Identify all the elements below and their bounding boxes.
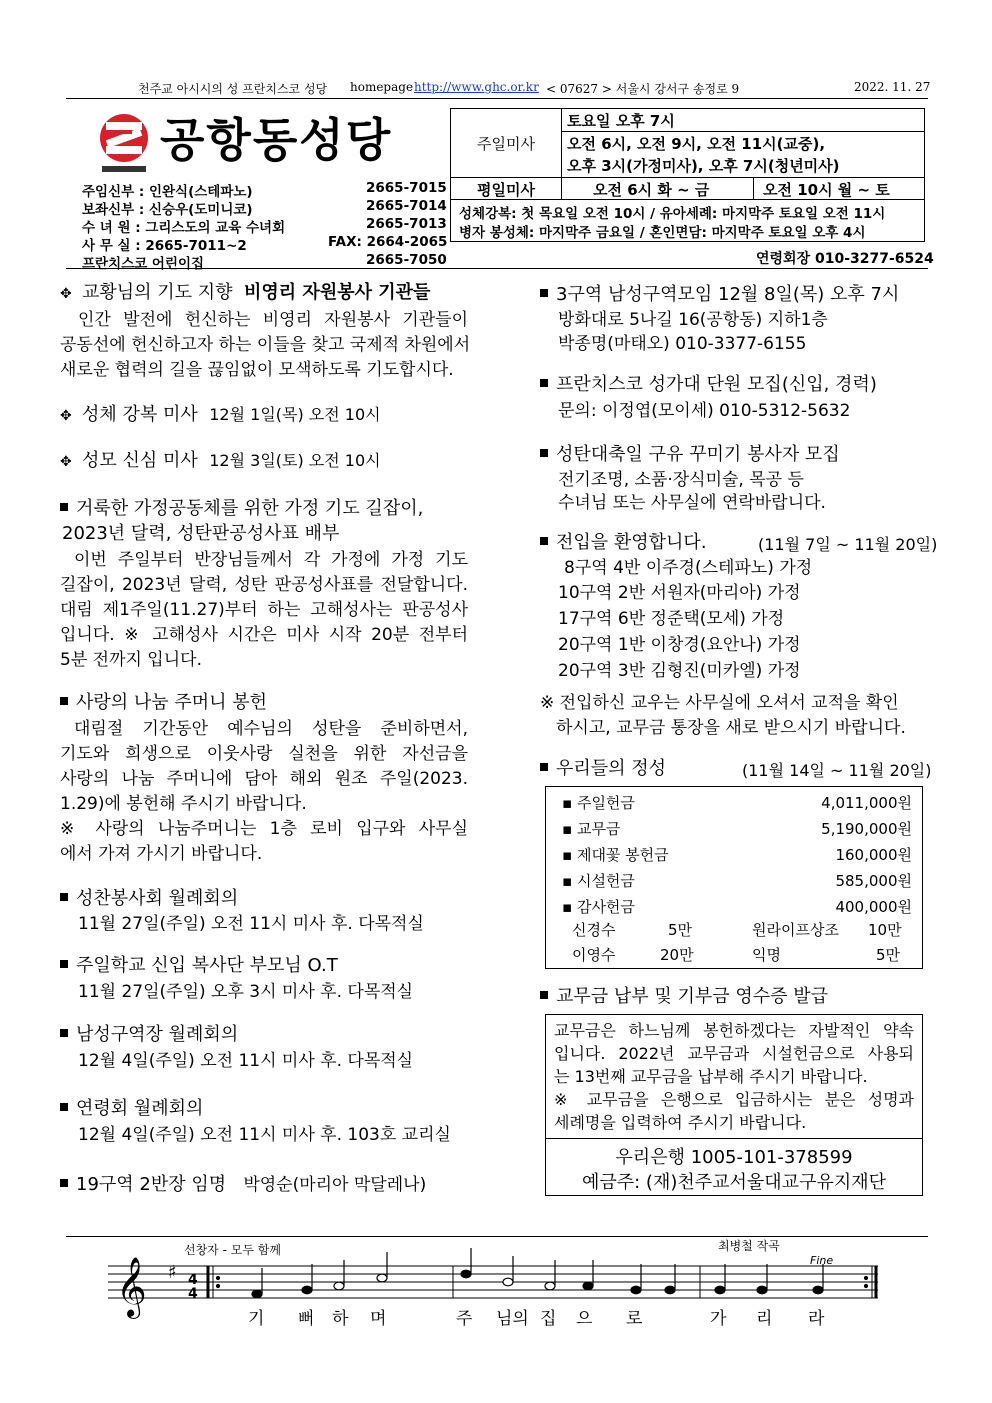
lyric: 주: [456, 1309, 473, 1329]
issue-date: 2022. 11. 27: [854, 80, 931, 94]
weekday-mass-a: 오전 6시 화 ~ 금: [593, 181, 710, 199]
staff-row: 사 무 실 : 2665-7011~2 FAX: 2664-2065: [82, 234, 448, 254]
offering-label: ▪ 교무금: [562, 820, 621, 838]
weekday-mass-b: 오전 10시 월 ~ 토: [763, 181, 890, 199]
square-bullet-icon: [60, 1029, 68, 1037]
welcome-heading: 전입을 환영합니다.: [540, 530, 707, 555]
square-bullet-icon: [60, 503, 68, 511]
offering-amount: 400,000원: [835, 898, 912, 916]
lyric: 으: [576, 1309, 593, 1329]
choir-meeting-body: 11월 27일(주일) 오전 11시 미사 후. 다목적실: [78, 914, 424, 934]
lyric: 뻐: [298, 1309, 315, 1329]
lyric: 하: [332, 1309, 349, 1329]
music-composer: 최병철 작곡: [718, 1239, 780, 1253]
square-bullet-icon: [540, 289, 548, 297]
thanks-amount: 5만: [668, 921, 693, 939]
men-leader-heading: 남성구역장 월례회의: [60, 1022, 238, 1047]
family-prayer-heading: 거룩한 가정공동체를 위한 가정 기도 길잡이,: [60, 496, 423, 521]
mary-mass-heading: ✥ 성모 신심 미사 12월 3일(토) 오전 10시: [60, 448, 381, 475]
men-meeting-body: 방화대로 5나길 16(공항동) 지하1층: [558, 310, 828, 330]
pouch-heading: 사랑의 나눔 주머니 봉헌: [60, 690, 267, 715]
lyric: 님의: [496, 1309, 529, 1329]
music-direction: 선창자 - 모두 함께: [184, 1243, 281, 1257]
sunday-mass-line: 오전 6시, 오전 9시, 오전 11시(교중),: [567, 135, 826, 153]
welcome-family: 8구역 4반 이주경(스테파노) 가정: [564, 558, 813, 578]
square-bullet-icon: ▪: [562, 820, 573, 838]
homepage-label: homepage: [350, 80, 414, 94]
offering-amount: 4,011,000원: [821, 794, 912, 812]
offering-label: ▪ 감사헌금: [562, 898, 635, 916]
address: < 07627 > 서울시 강서구 송정로 9: [546, 82, 740, 96]
header-rule: [66, 268, 928, 269]
school-ot-body: 11월 27일(주일) 오후 3시 미사 후. 다목적실: [78, 982, 414, 1002]
sharp-icon: ♯: [168, 1262, 177, 1283]
district-appointment-heading: 19구역 2반장 임명 박영순(마리아 막달레나): [60, 1172, 426, 1198]
staff-row: 주임신부 : 인완식(스테파노) 2665-7015: [82, 180, 447, 200]
mass-note: 성체강복: 첫 목요일 오전 10시 / 유아세례: 마지막주 토요일 오전 11시: [459, 206, 886, 222]
xmas-crib-heading: 성탄대축일 구유 꾸미기 봉사자 모집: [540, 442, 840, 467]
lyrics: [248, 1308, 825, 1329]
square-bullet-icon: [60, 893, 68, 901]
mass-schedule-table: [450, 108, 925, 242]
offering-heading: 우리들의 정성: [540, 756, 666, 781]
thanks-name: 원라이프상조: [752, 921, 839, 939]
sunday-mass-label: 주일미사: [477, 135, 535, 153]
sunday-mass-line: 오후 3시(가정미사), 오후 7시(청년미사): [567, 157, 840, 175]
lyric: 기: [248, 1309, 265, 1329]
weekday-mass-label: 평일미사: [477, 181, 535, 199]
staff-row: 수 녀 원 : 그리스도의 교육 수녀회 2665-7013: [82, 216, 447, 236]
square-bullet-icon: [60, 1103, 68, 1111]
family-prayer-body: 이번 주일부터 반장님들께서 각 가정에 가정 기도 길잡이, 2023년 달력, 성탄 판공성사표를 전달합니다. 대림 제1주일(11.27)부터 하는 고해성사는 판공성사 입니다. ※ 고해성사 시간은 미사 시작 20분 전부터 5분 전까지 입니다.: [60, 550, 468, 670]
square-bullet-icon: [540, 449, 548, 457]
welcome-family: 17구역 6반 정준택(모세) 가정: [558, 609, 785, 629]
school-ot-heading: 주일학교 신입 복사단 부모님 O.T: [60, 953, 338, 978]
thanks-name: 익명: [752, 946, 781, 964]
thanks-amount: 10만: [868, 921, 902, 939]
family-prayer-heading-2: 2023년 달력, 성탄판공성사표 배부: [62, 523, 340, 544]
lyric: 가: [710, 1309, 727, 1329]
lyric: 집: [540, 1309, 557, 1329]
square-bullet-icon: [60, 960, 68, 968]
diamond-bullet-icon: ✥: [60, 454, 72, 470]
choir-recruit-body: 문의: 이정엽(모이세) 010-5312-5632: [558, 401, 851, 421]
corpus-mass-heading: ✥ 성체 강복 미사 12월 1일(목) 오전 10시: [60, 402, 381, 429]
sunday-mass-line: 토요일 오후 7시: [567, 112, 675, 130]
music-fine: Fine: [810, 1254, 834, 1267]
welcome-note: 하시고, 교무금 통장을 새로 받으시기 바랍니다.: [556, 718, 906, 738]
bank-account: 우리은행 1005-101-378599: [615, 1147, 853, 1168]
square-bullet-icon: [60, 1179, 68, 1187]
lyric: 며: [370, 1309, 387, 1329]
hymn-score: [60, 1232, 928, 1342]
homepage-link[interactable]: http://www.ghc.or.kr: [414, 80, 539, 94]
choir-meeting-heading: 성찬봉사회 월례회의: [60, 886, 238, 911]
top-rule: [66, 98, 928, 99]
choir-recruit-heading: 프란치스코 성가대 단원 모집(신입, 경력): [540, 372, 877, 397]
treble-clef-icon: 𝄞: [116, 1257, 147, 1317]
square-bullet-icon: [540, 763, 548, 771]
men-meeting-heading: 3구역 남성구역모임 12월 8일(목) 오후 7시: [540, 282, 899, 307]
welcome-period: (11월 7일 ~ 11월 20일): [758, 535, 938, 554]
lyric: 라: [808, 1309, 825, 1329]
lyric: 로: [626, 1309, 643, 1329]
square-bullet-icon: ▪: [562, 794, 573, 812]
parish-full-name: 천주교 아시시의 성 프란치스코 성당: [138, 82, 328, 96]
offering-amount: 5,190,000원: [821, 820, 912, 838]
pouch-body: 대림절 기간동안 예수님의 성탄을 준비하면서, 기도와 희생으로 이웃사랑 실천을 위한 자선금을 사랑의 나눔 주머니에 담아 해외 원조 주일(2023. 1.29)에 봉헌해 주시기 바랍니다. ※ 사랑의 나눔주머니는 1층 로비 입구와 사무실 에서 가져 가시기 바랍니다.: [60, 719, 468, 864]
thanks-amount: 5만: [876, 946, 901, 964]
square-bullet-icon: [540, 991, 548, 999]
welcome-family: 20구역 3반 김형진(미카엘) 가정: [558, 661, 801, 681]
thanks-name: 이영수: [572, 946, 616, 964]
welcome-family: 20구역 1반 이창경(요안나) 가정: [558, 635, 801, 655]
xmas-crib-body: 수녀님 또는 사무실에 연락바랍니다.: [558, 493, 826, 513]
diamond-bullet-icon: ✥: [60, 408, 72, 424]
association-contact: 연령회장 010-3277-6524: [756, 251, 934, 267]
staff-row: 프란치스코 어린이집 2665-7050: [82, 252, 447, 272]
offering-table: [545, 786, 923, 969]
square-bullet-icon: ▪: [562, 898, 573, 916]
offering-amount: 160,000원: [835, 846, 912, 864]
page-title: 공항동성당: [160, 113, 393, 167]
lyric: 리: [756, 1309, 773, 1329]
square-bullet-icon: ▪: [562, 846, 573, 864]
men-meeting-body: 박종명(마태오) 010-3377-6155: [558, 334, 807, 354]
offering-label: ▪ 제대꽃 봉헌금: [562, 846, 669, 864]
welcome-note: ※ 전입하신 교우는 사무실에 오셔서 교적을 확인: [540, 693, 899, 713]
offering-period: (11월 14일 ~ 11월 20일): [742, 761, 932, 780]
account-holder: 예금주: (재)천주교서울대교구유지재단: [581, 1172, 887, 1193]
yeon-meeting-heading: 연령회 월례회의: [60, 1096, 203, 1121]
xmas-crib-body: 전기조명, 소품·장식미술, 목공 등: [558, 470, 804, 490]
offering-amount: 585,000원: [835, 872, 912, 890]
diamond-bullet-icon: ✥: [60, 286, 72, 302]
thanks-amount: 20만: [660, 946, 694, 964]
pope-intention-heading: ✥ 교황님의 기도 지향 비영리 자원봉사 기관들: [60, 280, 430, 307]
mass-note: 병자 봉성체: 마지막주 금요일 / 혼인면담: 마지막주 토요일 오후 4시: [459, 225, 866, 241]
offering-label: ▪ 시설헌금: [562, 872, 635, 890]
offering-label: ▪ 주일헌금: [562, 794, 635, 812]
tithe-box: [545, 1014, 923, 1196]
tithe-body: 교무금은 하느님께 봉헌하겠다는 자발적인 약속 입니다. 2022년 교무금과 시설헌금으로 사용되 는 13번째 교무금을 납부해 주시기 바랍니다. ※ 교무금을 은행으로 입금하시는 분은 성명과 세례명을 입력하여 주시기 바랍니다.: [546, 1015, 922, 1139]
square-bullet-icon: ▪: [562, 872, 573, 890]
time-signature-icon: 4: [188, 1272, 198, 1288]
parish-logo-icon: [96, 112, 152, 174]
men-leader-body: 12월 4일(주일) 오전 11시 미사 후. 다목적실: [78, 1051, 414, 1071]
pope-intention-body: 인간 발전에 헌신하는 비영리 자원봉사 기관들이 공동선에 헌신하고자 하는 이들을 찾고 국제적 차원에서 새로운 협력의 길을 끊임없이 모색하도록 기도합시다.: [60, 310, 471, 380]
time-signature-icon: 4: [188, 1286, 198, 1302]
square-bullet-icon: [540, 537, 548, 545]
tithe-heading: 교무금 납부 및 기부금 영수증 발급: [540, 984, 828, 1009]
staff-row: 보좌신부 : 신승우(도미니코) 2665-7014: [82, 198, 447, 218]
square-bullet-icon: [540, 379, 548, 387]
thanks-name: 신경수: [572, 921, 616, 939]
square-bullet-icon: [60, 697, 68, 705]
welcome-family: 10구역 2반 서원자(마리아) 가정: [558, 583, 801, 603]
staff-list: [82, 180, 448, 272]
yeon-meeting-body: 12월 4일(주일) 오전 11시 미사 후. 103호 교리실: [78, 1125, 451, 1145]
